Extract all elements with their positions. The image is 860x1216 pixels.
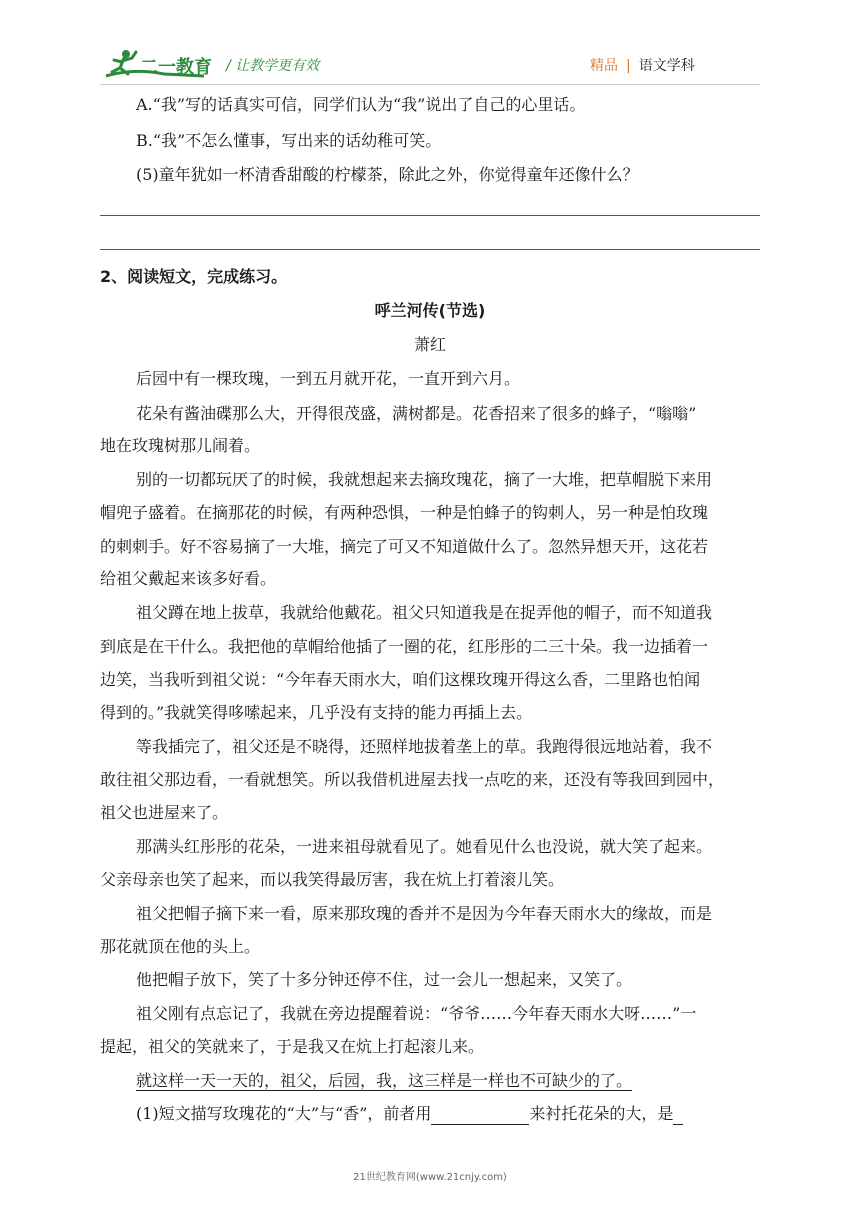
option-a: A.“我”写的话真实可信，同学们认为“我”说出了自己的心里话。 — [136, 95, 586, 114]
paragraph-line: 父亲母亲也笑了起来，而以我笑得最厉害，我在炕上打着滚儿笑。 — [100, 870, 565, 889]
paragraph-line: 祖父把帽子摘下来一看，原来那玫瑰的香并不是因为今年春天雨水大的缘故，而是 — [136, 904, 713, 923]
paragraph-line: 后园中有一棵玫瑰，一到五月就开花，一直开到六月。 — [136, 369, 521, 388]
header-divider — [100, 84, 760, 85]
page-header — [0, 0, 860, 90]
question-2-heading: 2、阅读短文，完成练习。 — [100, 267, 288, 286]
paragraph-line: 边笑，当我听到祖父说：“今年春天雨水大，咱们这棵玫瑰开得这么香，二里路也怕闻 — [100, 670, 701, 689]
underlined-sentence: 就这样一天一天的，祖父，后园，我，这三样是一样也不可缺少的了。 — [136, 1071, 633, 1090]
paragraph-line: 别的一切都玩厌了的时候，我就想起来去摘玫瑰花，摘了一大堆，把草帽脱下来用 — [136, 470, 713, 489]
paragraph-line: 给祖父戴起来该多好看。 — [100, 569, 277, 588]
question-1-text: 来衬托花朵的大，是 — [529, 1104, 674, 1123]
passage-title: 呼兰河传(节选) — [374, 301, 486, 320]
paragraph-line: 那满头红彤彤的花朵，一进来祖母就看见了。她看见什么也没说，就大笑了起来。 — [136, 837, 713, 856]
paragraph-line: 祖父刚有点忘记了，我就在旁边提醒着说：“爷爷……今年春天雨水大呀……”一 — [136, 1004, 697, 1023]
header-tags — [590, 55, 695, 75]
option-b: B.“我”不怎么懂事，写出来的话幼稚可笑。 — [136, 131, 442, 150]
header-separator: | — [626, 58, 631, 74]
paragraph-line: 地在玫瑰树那儿闹着。 — [100, 436, 261, 455]
paragraph-line: 他把帽子放下，笑了十多分钟还停不住，过一会儿一想起来，又笑了。 — [136, 970, 633, 989]
paragraph-line: 祖父也进屋来了。 — [100, 803, 229, 822]
answer-blank[interactable] — [431, 1108, 529, 1125]
paragraph-line: 的刺刺手。好不容易摘了一大堆，摘完了可又不知道做什么了。忽然异想天开，这花若 — [100, 537, 709, 556]
question-5: (5)童年犹如一杯清香甜酸的柠檬茶，除此之外，你觉得童年还像什么？ — [136, 165, 639, 184]
paragraph-line: 等我插完了，祖父还是不晓得，还照样地拔着垄上的草。我跑得很远地站着，我不 — [136, 737, 713, 756]
paragraph-line: 到底是在干什么。我把他的草帽给他插了一圈的花，红彤彤的二三十朵。我一边插着一 — [100, 637, 709, 656]
answer-line — [100, 215, 760, 216]
slogan: / 让教学更有效 — [226, 58, 320, 74]
paragraph-line: 帽兜子盛着。在摘那花的时候，有两种恐惧，一种是怕蜂子的钩刺人，另一种是怕玫瑰 — [100, 503, 709, 522]
question-1 — [136, 1103, 796, 1125]
page-footer: 21世纪教育网(www.21cnjy.com) — [353, 1172, 507, 1183]
passage-author: 萧红 — [413, 335, 446, 354]
subject-tag: 语文学科 — [638, 58, 695, 74]
paragraph-line: 敢往祖父那边看，一看就想笑。所以我借机进屋去找一点吃的来，还没有等我回到园中， — [100, 770, 725, 789]
paragraph-line: 祖父蹲在地上拔草，我就给他戴花。祖父只知道我是在捉弄他的帽子，而不知道我 — [136, 603, 713, 622]
paragraph-line: 得到的。”我就笑得哆嗦起来，几乎没有支持的能力再插上去。 — [100, 703, 533, 722]
paragraph-line: 花朵有酱油碟那么大，开得很茂盛，满树都是。花香招来了很多的蜂子，“嗡嗡” — [136, 404, 697, 423]
paragraph-line: 那花就顶在他的头上。 — [100, 937, 261, 956]
paragraph-line: 提起，祖父的笑就来了，于是我又在炕上打起滚儿来。 — [100, 1037, 485, 1056]
logo-text: 二一教育 — [140, 57, 212, 78]
question-1-text: (1)短文描写玫瑰花的“大”与“香”，前者用 — [136, 1104, 432, 1123]
quality-tag: 精品 — [590, 58, 618, 74]
answer-line — [100, 249, 760, 250]
answer-blank[interactable] — [673, 1108, 683, 1125]
